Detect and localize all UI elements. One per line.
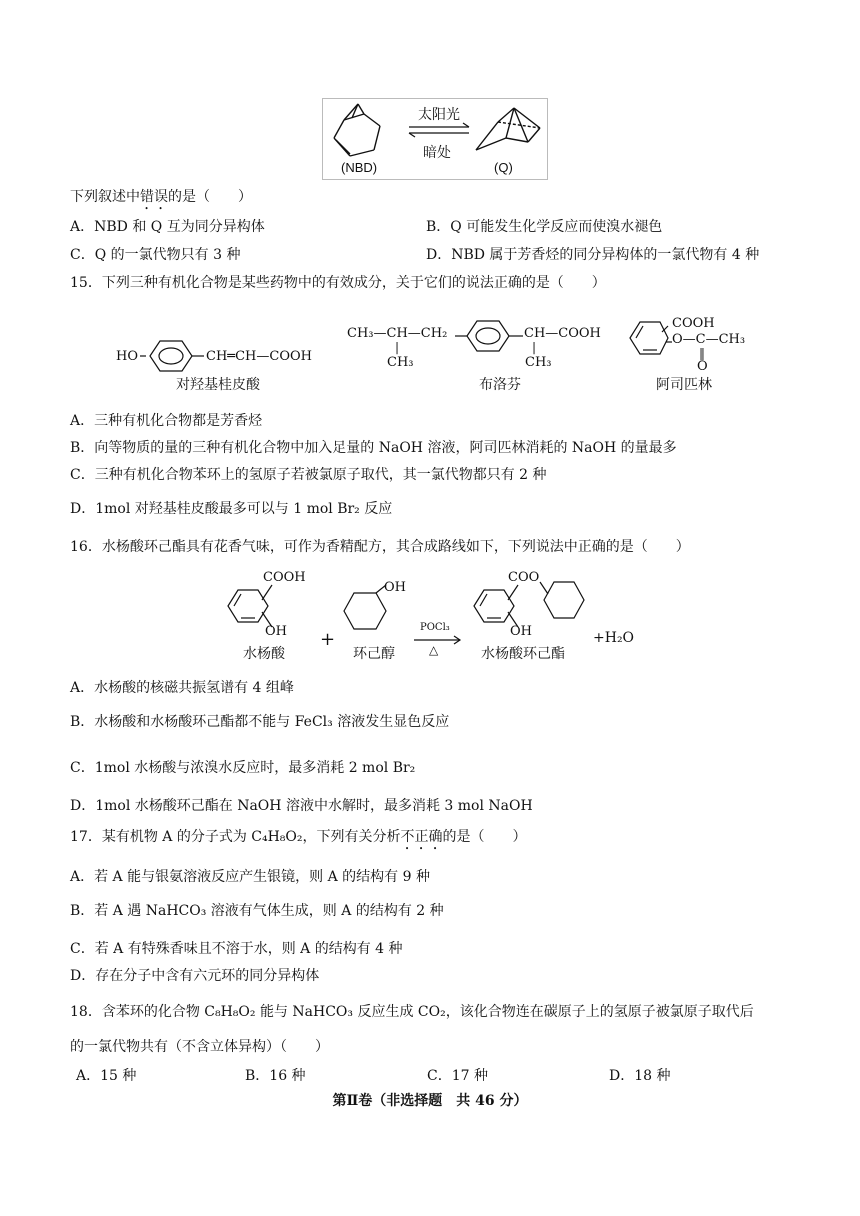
water-product: +H₂O xyxy=(593,630,635,646)
q17-option-a[interactable]: A．若 A 能与银氨溶液反应产生银镜，则 A 的结构有 9 种 xyxy=(70,869,430,885)
arrow-bottom-label: 暗处 xyxy=(423,145,451,161)
s3-double-bond: ‖ xyxy=(699,346,705,360)
q16-option-d[interactable]: D．1mol 水杨酸环己酯在 NaOH 溶液中水解时，最多消耗 3 mol NaOH xyxy=(70,798,533,814)
s2-left-branch: | xyxy=(395,340,400,354)
benzene-ring-1 xyxy=(140,337,208,377)
q18-option-b[interactable]: B．16 种 xyxy=(245,1068,306,1084)
q14-stem: 下列叙述中错误的是（ ） xyxy=(70,189,252,205)
s3-cooh: COOH xyxy=(672,316,715,331)
s2-left-ch3: CH₃ xyxy=(387,355,414,370)
ester-coo: COO xyxy=(508,570,540,585)
emphasis-incorrect: 不正确 xyxy=(400,829,443,845)
s2-right: CH—COOH xyxy=(524,326,601,341)
q14-option-b[interactable]: B．Q 可能发生化学反应而使溴水褪色 xyxy=(426,219,663,235)
ester-ring xyxy=(468,585,530,627)
ester-cyclohexyl xyxy=(540,576,590,624)
reagent-label: POCl₃ xyxy=(420,622,450,633)
benzene-ring-3 xyxy=(626,316,672,362)
chx-oh: OH xyxy=(384,580,406,595)
s2-name: 布洛芬 xyxy=(479,377,521,393)
reaction-arrow xyxy=(414,636,466,646)
q-label: (Q) xyxy=(494,160,513,175)
q18-option-d[interactable]: D．18 种 xyxy=(609,1068,671,1084)
q16-option-c[interactable]: C．1mol 水杨酸与浓溴水反应时，最多消耗 2 mol Br₂ xyxy=(70,760,416,776)
benzene-ring-2 xyxy=(455,318,527,358)
sal-oh: OH xyxy=(265,624,287,639)
sal-cooh: COOH xyxy=(263,570,306,585)
emphasis-wrong: 错误 xyxy=(140,189,168,205)
q15-option-c[interactable]: C．三种有机化合物苯环上的氢原子若被氯原子取代，其一氯代物都只有 2 种 xyxy=(70,467,547,483)
q16-stem: 16．水杨酸环己酯具有花香气味，可作为香精配方，其合成路线如下，下列说法中正确的是（ ） xyxy=(70,539,690,555)
q18-option-a[interactable]: A．15 种 xyxy=(76,1068,137,1084)
q17-option-d[interactable]: D．存在分子中含有六元环的同分异构体 xyxy=(70,968,320,984)
q17-stem: 17．某有机物 A 的分子式为 C₄H₈O₂，下列有关分析不正确的是（ ） xyxy=(70,829,527,845)
equilibrium-arrows xyxy=(405,122,475,138)
q14-option-c[interactable]: C．Q 的一氯代物只有 3 种 xyxy=(70,247,241,263)
q17-option-c[interactable]: C．若 A 有特殊香味且不溶于水，则 A 的结构有 4 种 xyxy=(70,941,403,957)
section-title: 第Ⅱ卷（非选择题 共 46 分） xyxy=(332,1093,528,1109)
s2-right-ch3: CH₃ xyxy=(525,355,552,370)
q18-option-c[interactable]: C．17 种 xyxy=(427,1068,488,1084)
q-structure xyxy=(470,100,550,160)
s3-ester: O—C—CH₃ xyxy=(672,332,746,347)
s1-ho: HO xyxy=(116,349,138,364)
q15-option-a[interactable]: A．三种有机化合物都是芳香烃 xyxy=(70,413,263,429)
condition-label: △ xyxy=(429,643,439,657)
s3-name: 阿司匹林 xyxy=(656,377,712,393)
q18-stem-line2: 的一氯代物共有（不含立体异构）（ ） xyxy=(70,1039,329,1055)
s3-oxygen: O xyxy=(697,359,708,374)
chx-name: 环己醇 xyxy=(353,646,395,662)
ester-name: 水杨酸环己酯 xyxy=(481,646,565,662)
q16-option-a[interactable]: A．水杨酸的核磁共振氢谱有 4 组峰 xyxy=(70,680,294,696)
q16-option-b[interactable]: B．水杨酸和水杨酸环己酯都不能与 FeCl₃ 溶液发生显色反应 xyxy=(70,714,450,730)
q14-option-d[interactable]: D．NBD 属于芳香烃的同分异构体的一氯代物有 4 种 xyxy=(426,247,760,263)
sal-name: 水杨酸 xyxy=(243,646,285,662)
arrow-top-label: 太阳光 xyxy=(418,107,460,123)
q14-option-a[interactable]: A．NBD 和 Q 互为同分异构体 xyxy=(70,219,265,235)
q15-option-d[interactable]: D．1mol 对羟基桂皮酸最多可以与 1 mol Br₂ 反应 xyxy=(70,501,393,517)
s1-name: 对羟基桂皮酸 xyxy=(176,377,260,393)
nbd-label: (NBD) xyxy=(341,160,378,175)
q15-stem: 15．下列三种有机化合物是某些药物中的有效成分，关于它们的说法正确的是（ ） xyxy=(70,275,606,291)
q15-option-b[interactable]: B．向等物质的量的三种有机化合物中加入足量的 NaOH 溶液，阿司匹林消耗的 NaOH 的量最多 xyxy=(70,440,677,456)
salicylic-ring xyxy=(222,585,284,627)
q18-stem-line1: 18．含苯环的化合物 C₈H₈O₂ 能与 NaHCO₃ 反应生成 CO₂，该化合物连在碳原子上的氢原子被氯原子取代后 xyxy=(70,1004,754,1020)
s2-right-branch: | xyxy=(532,340,537,354)
plus-sign: + xyxy=(320,629,336,650)
s1-chain: CH═CH—COOH xyxy=(206,349,312,364)
s2-left: CH₃—CH—CH₂ xyxy=(347,326,448,341)
q17-option-b[interactable]: B．若 A 遇 NaHCO₃ 溶液有气体生成，则 A 的结构有 2 种 xyxy=(70,903,444,919)
ester-oh: OH xyxy=(510,624,532,639)
